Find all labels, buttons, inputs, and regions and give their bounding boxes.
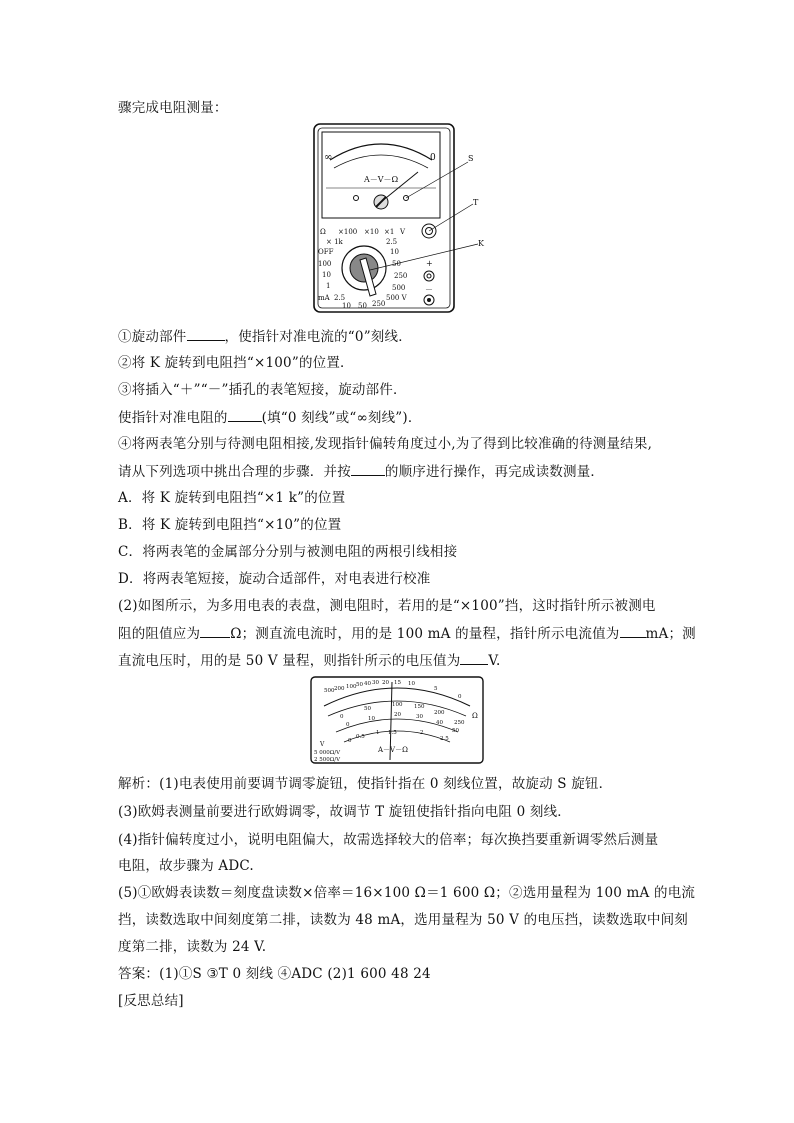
meter-face-figure — [310, 676, 484, 764]
intro-text: 骤完成电阻测量： — [118, 100, 228, 116]
svg-text:250: 250 — [394, 272, 408, 280]
fig1-zero: 0 — [430, 153, 436, 163]
q-line-6: 请从下列选项中挑出合理的步骤．并按 的顺序进行操作，再完成读数测量． — [118, 461, 604, 482]
svg-text:×10: ×10 — [364, 228, 379, 236]
svg-text:×100: ×100 — [338, 228, 358, 236]
svg-text:0: 0 — [340, 714, 344, 720]
svg-text:OFF: OFF — [318, 248, 334, 256]
low-scale — [348, 730, 449, 744]
svg-text:1: 1 — [376, 730, 380, 736]
fig1-mid: A－V－Ω — [364, 175, 399, 184]
svg-text:10: 10 — [368, 716, 375, 722]
multimeter-figure — [308, 120, 498, 316]
q-line-5: ④将两表笔分别与待测电阻相接,发现指针偏转角度过小,为了得到比较准确的待测量结果, — [118, 436, 653, 452]
svg-text:10: 10 — [390, 248, 399, 256]
q-line-3: ③将插入“＋”“－”插孔的表笔短接，旋动部件． — [118, 382, 407, 398]
svg-text:50: 50 — [358, 302, 367, 310]
svg-text:× 1k: × 1k — [326, 238, 343, 246]
analysis-line-5: (5)①欧姆表读数＝刻度盘读数×倍率＝16×100 Ω＝1 600 Ω；②选用量程为 100 mA 的电流 — [118, 885, 696, 901]
svg-text:2.5: 2.5 — [440, 736, 449, 742]
fig1-k: K — [478, 239, 484, 248]
option-d: D．将两表笔短接，旋动合适部件，对电表进行校准 — [118, 571, 431, 587]
svg-text:Ω: Ω — [320, 228, 326, 236]
svg-text:V: V — [320, 741, 325, 748]
answer-blank[interactable] — [620, 623, 646, 638]
answer-blank[interactable] — [200, 623, 230, 638]
svg-text:10: 10 — [342, 302, 351, 310]
svg-text:0: 0 — [348, 738, 352, 744]
svg-text:40: 40 — [436, 720, 443, 726]
svg-text:250: 250 — [454, 720, 465, 726]
svg-text:100: 100 — [346, 684, 357, 690]
svg-text:200: 200 — [434, 710, 445, 716]
svg-text:0.5: 0.5 — [356, 734, 365, 740]
mid-scale — [340, 702, 465, 734]
q-line-4: 使指针对准电阻的 (填“0 刻线”或“∞刻线”)． — [118, 407, 422, 428]
svg-text:2.5: 2.5 — [334, 294, 346, 302]
svg-text:2: 2 — [420, 730, 424, 736]
svg-text:500: 500 — [392, 284, 406, 292]
svg-text:250: 250 — [372, 300, 386, 308]
svg-text:1: 1 — [326, 282, 331, 290]
analysis-line-3: (4)指针偏转度过小，说明电阻偏大，故需选择较大的倍率；每次换挡要重新调零然后测量 — [118, 832, 659, 848]
q-line-1: ①旋动部件 ，使指针对准电流的“0”刻线． — [118, 326, 412, 347]
answer-line: 答案：(1)①S ③T 0 刻线 ④ADC (2)1 600 48 24 — [118, 966, 431, 982]
analysis-line-2: (3)欧姆表测量前要进行欧姆调零，故调节 T 旋钮使指针指向电阻 0 刻线． — [118, 804, 571, 820]
svg-text:15: 15 — [394, 680, 401, 686]
svg-text:30: 30 — [372, 680, 379, 686]
svg-text:50: 50 — [364, 706, 371, 712]
svg-text:2 500Ω/V: 2 500Ω/V — [314, 757, 341, 763]
svg-text:40: 40 — [364, 681, 371, 687]
answer-blank[interactable] — [460, 650, 488, 665]
svg-text:mA: mA — [318, 294, 330, 302]
q-line-2: ②将 K 旋转到电阻挡“×100”的位置． — [118, 355, 354, 371]
svg-text:50: 50 — [452, 728, 459, 734]
svg-text:30: 30 — [416, 714, 423, 720]
svg-text:200: 200 — [334, 686, 345, 692]
svg-text:5 000Ω/V: 5 000Ω/V — [314, 750, 341, 756]
svg-text:50: 50 — [392, 260, 401, 268]
svg-text:50: 50 — [356, 682, 363, 688]
svg-text:2.5: 2.5 — [386, 238, 398, 246]
q2-line-2: 阻的阻值应为 Ω；测直流电流时，用的是 100 mA 的量程，指针所示电流值为 mA；测 — [118, 623, 696, 644]
svg-text:150: 150 — [414, 704, 425, 710]
analysis-line-1: 解析：(1)电表使用前要调节调零旋钮，使指针指在 0 刻线位置，故旋动 S 旋钮． — [118, 776, 613, 792]
svg-text:0: 0 — [458, 694, 462, 700]
reflect-heading: [反思总结] — [118, 993, 184, 1009]
option-c: C．将两表笔的金属部分分别与被测电阻的两根引线相接 — [118, 544, 458, 560]
option-a: A．将 K 旋转到电阻挡“×1 k”的位置 — [118, 490, 346, 506]
q2-line-3: 直流电压时，用的是 50 V 量程，则指针所示的电压值为 V. — [118, 650, 501, 671]
svg-text:100: 100 — [392, 702, 403, 708]
svg-text:V: V — [400, 228, 406, 236]
svg-text:0: 0 — [346, 722, 350, 728]
answer-blank[interactable] — [351, 461, 385, 476]
fig1-inf: ∞ — [324, 152, 333, 163]
analysis-line-4: 电阻，故步骤为 ADC. — [118, 858, 254, 874]
svg-text:500 V: 500 V — [386, 294, 407, 302]
svg-text:+: + — [426, 259, 433, 268]
svg-text:10: 10 — [322, 271, 331, 279]
option-b: B．将 K 旋转到电阻挡“×10”的位置 — [118, 517, 342, 533]
answer-blank[interactable] — [187, 326, 225, 341]
analysis-line-7: 度第二排，读数为 24 V. — [118, 939, 267, 955]
svg-text:5: 5 — [434, 686, 438, 692]
svg-text:20: 20 — [394, 712, 401, 718]
svg-text:A－V－Ω: A－V－Ω — [378, 746, 408, 754]
analysis-line-6: 挡，读数选取中间刻度第二排，读数为 48 mA，选用量程为 50 V 的电压挡，读数选取中间刻 — [118, 912, 689, 928]
svg-text:20: 20 — [382, 680, 389, 686]
svg-text:1.5: 1.5 — [388, 730, 397, 736]
svg-text:－: － — [425, 285, 433, 294]
fig1-s: S — [468, 154, 474, 163]
answer-blank[interactable] — [228, 407, 262, 422]
svg-text:500: 500 — [324, 688, 335, 694]
fig1-t: T — [473, 198, 479, 207]
svg-text:100: 100 — [318, 260, 332, 268]
svg-text:10: 10 — [408, 681, 415, 687]
q2-line-1: (2)如图所示，为多用电表的表盘，测电阻时，若用的是“×100”挡，这时指针所示被测电 — [118, 598, 656, 614]
svg-text:Ω: Ω — [472, 712, 478, 720]
svg-text:×1: ×1 — [384, 228, 395, 236]
